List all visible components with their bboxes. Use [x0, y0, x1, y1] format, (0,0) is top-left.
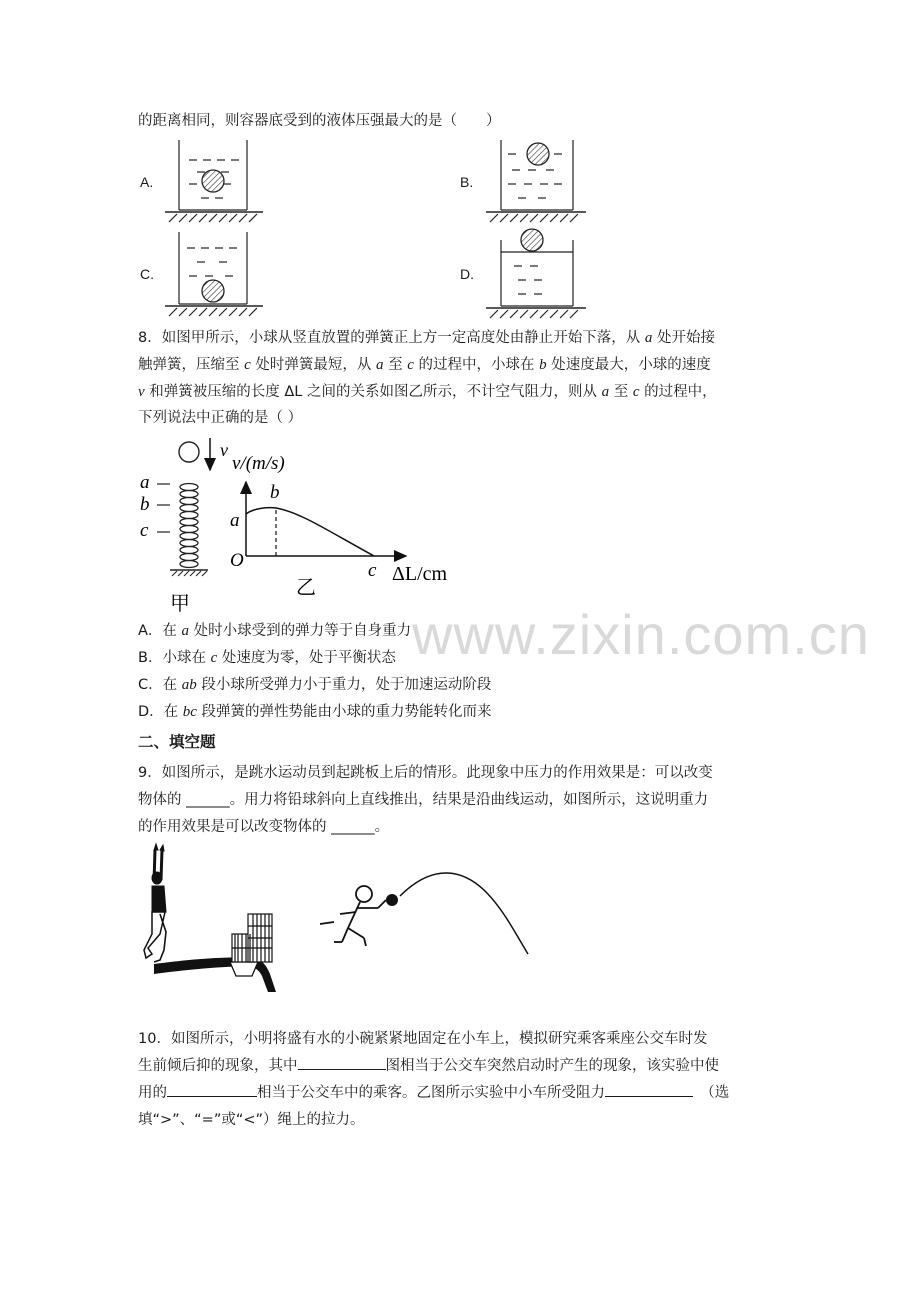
- answer-blank-3[interactable]: [605, 1080, 693, 1097]
- caption-jia: 甲: [170, 593, 190, 615]
- q8-option-b[interactable]: B．小球在 c 处速度为零，处于平衡状态: [138, 650, 396, 666]
- shot-put-ball: [386, 894, 398, 906]
- q10-line-1: 10．如图所示，小明将盛有水的小碗紧紧地固定在小车上，模拟研究乘客乘座公交车时发: [138, 1031, 708, 1047]
- q10-line-3: 用的 相当于公交车中的乘客。乙图所示实验中小车所受阻力 （选: [138, 1080, 729, 1107]
- q9-line-3: 的作用效果是可以改变物体的 ______。: [138, 819, 390, 835]
- q8-option-a[interactable]: A．在 a 处时小球受到的弹力等于自身重力: [138, 623, 412, 639]
- graph-label-c: c: [368, 560, 377, 581]
- q8-stem-line-1: 8．如图甲所示，小球从竖直放置的弹簧正上方一定高度处由静止开始下落，从 a 处开始接: [138, 330, 715, 346]
- watermark: www.zixin.com.cn: [412, 603, 870, 666]
- q8-stem-line-2: 触弹簧，压缩至 c 处时弹簧最短，从 a 至 c 的过程中，小球在 b 处速度最大，小球的速度: [138, 357, 711, 373]
- answer-blank-2[interactable]: [167, 1080, 257, 1097]
- q8-stem-line-3: v 和弹簧被压缩的长度 ΔL 之间的关系如图乙所示，不计空气阻力，则从 a 至 c 的过程中，: [138, 384, 717, 400]
- graph-origin: O: [230, 550, 244, 571]
- q7-diagram-a: [163, 138, 265, 224]
- q7-option-c-label: C.: [140, 266, 154, 282]
- v-arrow-label: v: [220, 440, 228, 460]
- q9-line-1: 9．如图所示，是跳水运动员到起跳板上后的情形。此现象中压力的作用效果是：可以改变: [138, 765, 713, 781]
- q7-option-d-label: D.: [460, 266, 474, 282]
- q10-line-4: 填“>”、“=”或“<”）绳上的拉力。: [138, 1112, 365, 1128]
- q7-diagram-c: [163, 230, 265, 318]
- q10-line-2: 生前倾后抑的现象，其中 图相当于公交车突然启动时产生的现象，该实验中使: [138, 1053, 719, 1080]
- trajectory-curve: [400, 873, 528, 954]
- graph-label-b: b: [270, 482, 280, 503]
- q7-option-b-label: B.: [460, 174, 474, 190]
- caption-yi: 乙: [296, 577, 316, 599]
- q9-line-2: 物体的 ______。用力将铅球斜向上直线推出，结果是沿曲线运动，如图所示，这说明重力: [138, 792, 709, 808]
- v-axis-label: v/(m/s): [232, 453, 285, 474]
- spring-label-c: c: [140, 520, 149, 541]
- boxes: [232, 914, 272, 962]
- q7-stem-tail: 的距离相同，则容器底受到的液体压强最大的是（ ）: [138, 113, 501, 129]
- shot-put-thrower: [320, 886, 386, 946]
- q7-diagram-d: [484, 228, 588, 320]
- q8-stem-line-4: 下列说法中正确的是（ ）: [138, 410, 303, 426]
- section-title-fill-in: 二、填空题: [138, 733, 216, 751]
- spring: [180, 484, 198, 568]
- q7-diagram-b: [484, 136, 588, 226]
- q8-option-c[interactable]: C．在 ab 段小球所受弹力小于重力，处于加速运动阶段: [138, 677, 492, 693]
- ball: [179, 442, 199, 462]
- graph-label-a: a: [230, 510, 240, 531]
- dl-axis-label: ΔL/cm: [392, 563, 448, 585]
- answer-blank-1[interactable]: [298, 1053, 386, 1070]
- spring-label-a: a: [140, 472, 150, 493]
- v-curve: [246, 508, 374, 556]
- q8-option-d[interactable]: D．在 bc 段弹簧的弹性势能由小球的重力势能转化而来: [138, 704, 492, 720]
- q8-figure: [130, 432, 470, 617]
- diver-figure: [144, 844, 166, 962]
- spring-label-b: b: [140, 494, 150, 515]
- q9-figure: [134, 842, 534, 997]
- q7-option-a-label: A.: [140, 174, 154, 190]
